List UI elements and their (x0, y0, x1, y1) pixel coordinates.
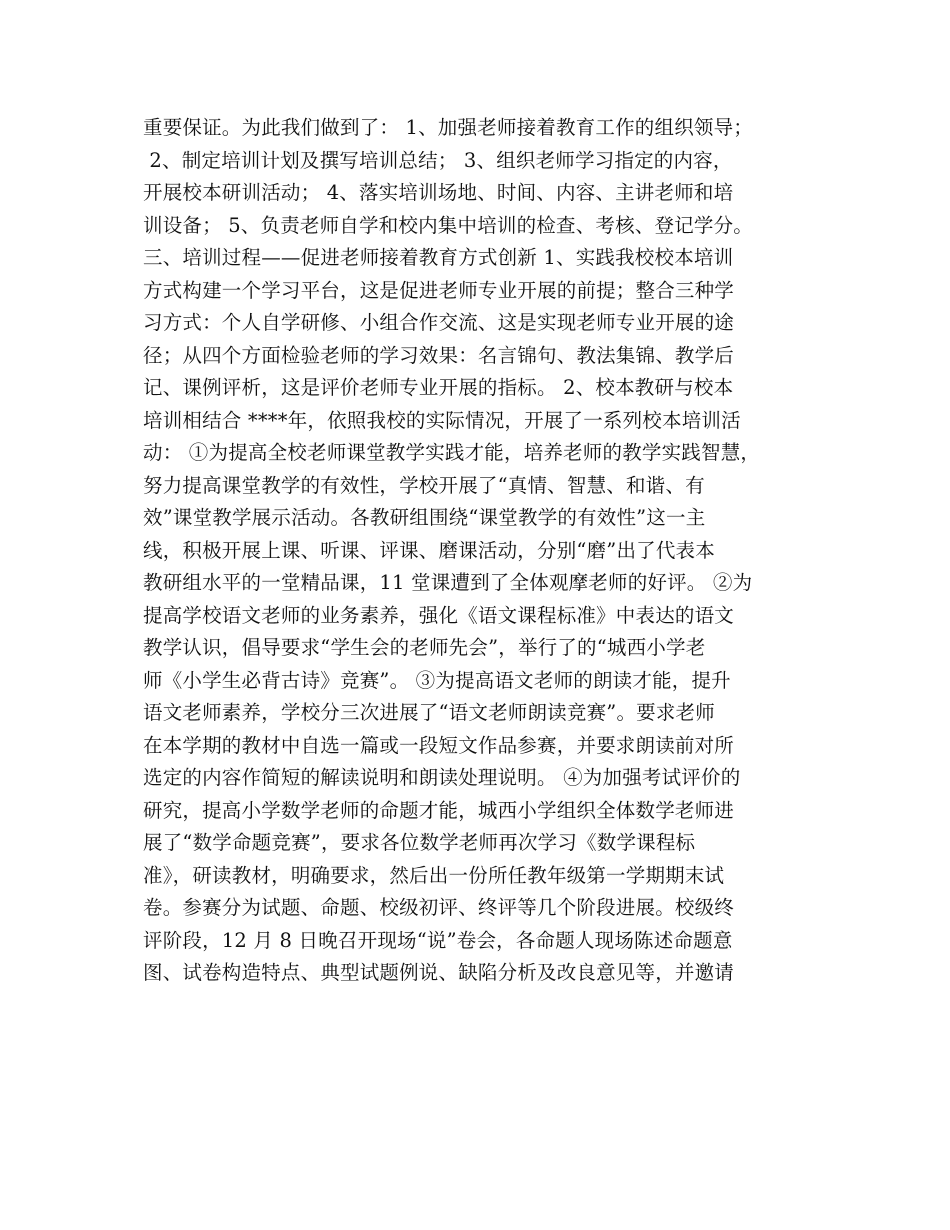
text-line: 2、制定培训计划及撰写培训总结； 3、组织老师学习指定的内容， (143, 148, 733, 172)
text-line: 准》，研读教材，明确要求，然后出一份所任教年级第一学期期末试 (143, 863, 725, 887)
body-text (143, 112, 843, 990)
text-line: 开展校本研训活动； 4、落实培训场地、时间、内容、主讲老师和培 (143, 181, 734, 204)
text-line: 卷。参赛分为试题、命题、校级初评、终评等几个阶段进展。校级终 (143, 896, 735, 919)
text-line: 动： ①为提高全校老师课堂教学实践才能，培养老师的教学实践智慧， (143, 441, 761, 464)
text-line: 选定的内容作简短的解读说明和朗读处理说明。 ④为加强考试评价的 (143, 766, 741, 789)
text-line: 三、培训过程——促进老师接着教育方式创新 1、实践我校校本培训 (143, 246, 734, 269)
text-line: 研究，提高小学数学老师的命题才能，城西小学组织全体数学老师进 (143, 798, 735, 822)
text-line: 培训相结合 ****年，依照我校的实际情况，开展了一系列校本培训活 (143, 408, 741, 432)
text-line: 展了“数学命题竞赛”，要求各位数学老师再次学习《数学课程标 (143, 831, 696, 854)
text-line: 习方式：个人自学研修、小组合作交流、这是实现老师专业开展的途 (143, 311, 735, 334)
text-line: 记、课例评析，这是评价老师专业开展的指标。 2、校本教研与校本 (143, 376, 734, 399)
text-line: 图、试卷构造特点、典型试题例说、缺陷分析及改良意见等，并邀请 (143, 961, 735, 984)
text-line: 在本学期的教材中自选一篇或一段短文作品参赛，并要求朗读前对所 (143, 733, 735, 757)
text-line: 语文老师素养，学校分三次进展了“语文老师朗读竞赛”。要求老师 (143, 701, 715, 724)
text-line: 教学认识，倡导要求“学生会的老师先会”，举行了的“城西小学老 (143, 636, 706, 659)
text-line: 方式构建一个学习平台，这是促进老师专业开展的前提；整合三种学 (143, 278, 735, 302)
text-line: 努力提高课堂教学的有效性，学校开展了“真情、智慧、和谐、有 (143, 473, 705, 497)
text-line: 评阶段，12 月 8 日晚召开现场“说”卷会，各命题人现场陈述命题意 (143, 928, 733, 952)
text-line: 重要保证。为此我们做到了： 1、加强老师接着教育工作的组织领导； (143, 116, 754, 139)
text-line: 效”课堂教学展示活动。各教研组围绕“课堂教学的有效性”这一主 (143, 506, 706, 529)
text-line: 师《小学生必背古诗》竞赛”。 ③为提高语文老师的朗读才能，提升 (143, 668, 731, 692)
text-line: 教研组水平的一堂精品课，11 堂课遭到了全体观摩老师的好评。 ②为 (143, 571, 753, 594)
text-line: 提高学校语文老师的业务素养，强化《语文课程标准》中表达的语文 (143, 603, 735, 627)
text-line: 线，积极开展上课、听课、评课、磨课活动，分别“磨”出了代表本 (143, 538, 715, 562)
text-line: 径；从四个方面检验老师的学习效果：名言锦句、教法集锦、教学后 (143, 343, 735, 367)
text-line: 训设备； 5、负责老师自学和校内集中培训的检查、考核、登记学分。 (143, 213, 754, 237)
